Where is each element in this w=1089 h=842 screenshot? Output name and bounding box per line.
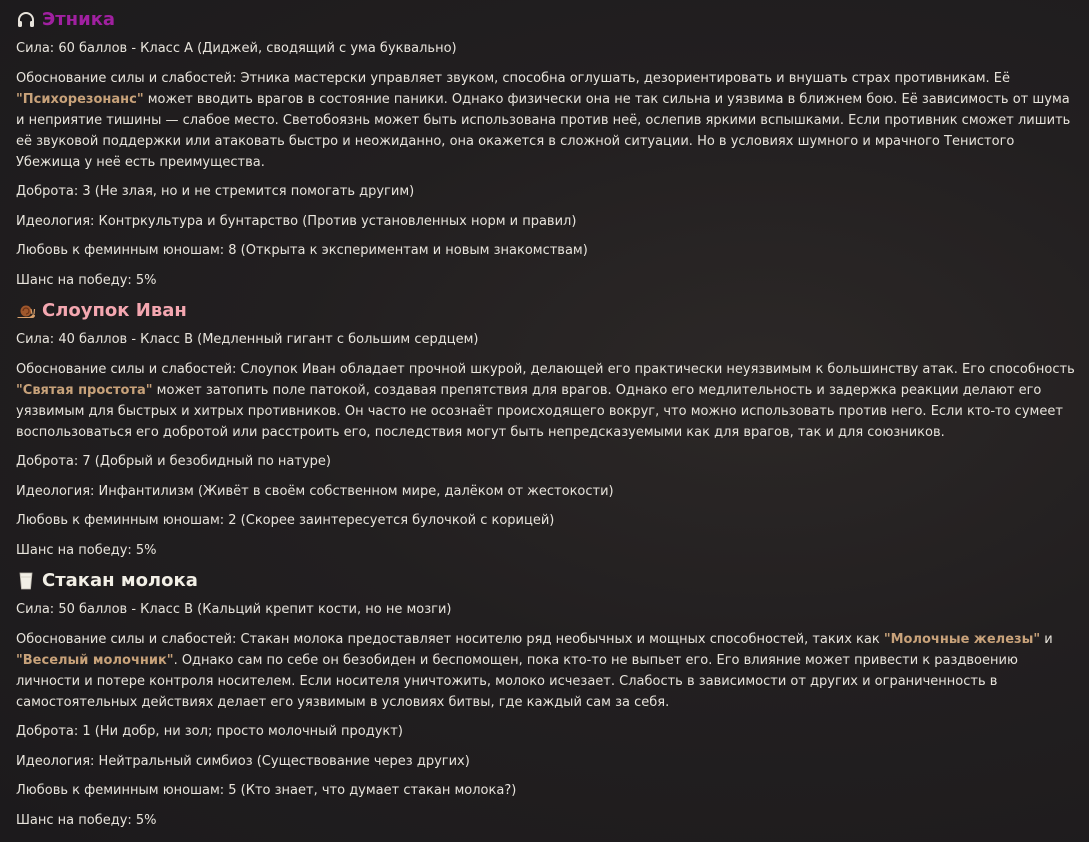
character-name: Слоупок Иван xyxy=(42,300,187,321)
snail-icon xyxy=(16,301,36,321)
character-list xyxy=(16,8,1076,839)
kindness-line: Доброта: 7 (Добрый и безобидный по натуре) xyxy=(16,454,331,469)
character-section-slowpoke xyxy=(16,299,1076,561)
love-line: Любовь к феминным юношам: 5 (Кто знает, что думает стакан молока?) xyxy=(16,783,517,798)
character-section-milk xyxy=(16,569,1076,831)
win-chance-line: Шанс на победу: 5% xyxy=(16,272,157,288)
section-title xyxy=(16,8,1076,32)
reasoning-text: Обоснование силы и слабостей: Стакан молока предоставляет носителю ряд необычных и мощных способностей, таких как xyxy=(16,631,884,647)
love-line: Любовь к феминным юношам: 2 (Скорее заинтересуется булочкой с корицей) xyxy=(16,513,555,528)
strength-line: Сила: 50 баллов - Класс B (Кальций крепит кости, но не мозги) xyxy=(16,602,452,617)
reasoning-text: может вводить врагов в состояние паники. Однако физически она не так сильна и уязвима в ближнем бою. Её зависимость от шума и неприятие тишины — слабое место. Светобоязнь может быть использована против неё, ослепив яркими вспышками. Если противник сможет лишить её звуковой поддержки или атаковать быстро и неожиданно, она окажется в сложной ситуации. Но в условиях шумного и мрачного Тенистого Убежища у неё есть преимущества. xyxy=(16,91,1071,170)
reasoning-text: . Однако сам по себе он безобиден и беспомощен, пока кто-то не выпьет его. Его влияние может привести к раздвоению личности и потере контроля носителем. Если носителя уничтожить, молоко исчезает. Слабость в зависимости от других и ограниченность в самостоятельных действиях делает его уязвимым в условиях битвы, где каждый сам за себя. xyxy=(16,652,1018,710)
ability-name: "Молочные железы" xyxy=(883,631,1041,647)
kindness-line: Доброта: 3 (Не злая, но и не стремится помогать другим) xyxy=(16,184,415,199)
character-section-ethnika xyxy=(16,8,1076,291)
win-chance-line: Шанс на победу: 5% xyxy=(16,542,157,558)
win-chance-line: Шанс на победу: 5% xyxy=(16,812,157,828)
kindness-line: Доброта: 1 (Ни добр, ни зол; просто молочный продукт) xyxy=(16,724,403,739)
ideology-line: Идеология: Нейтральный симбиоз (Существование через других) xyxy=(16,753,470,769)
section-title xyxy=(16,299,1076,323)
strength-line: Сила: 60 баллов - Класс A (Диджей, сводящий с ума буквально) xyxy=(16,41,457,56)
strength-line: Сила: 40 баллов - Класс B (Медленный гигант с большим сердцем) xyxy=(16,332,479,347)
reasoning-paragraph xyxy=(16,359,1076,443)
reasoning-text: может затопить поле патокой, создавая препятствия для врагов. Однако его медлительность и задержка реакции делают его уязвимым для быстрых и хитрых противников. Он часто не осознаёт происходящего вокруг, что можно использовать против него. Если кто-то сумеет воспользоваться его добротой или расстроить его, последствия могут быть непредсказуемыми как для врагов, так и для союзников. xyxy=(16,382,1063,440)
character-name: Этника xyxy=(42,9,116,30)
reasoning-text: и xyxy=(1040,631,1053,647)
milk-glass-icon xyxy=(16,571,36,591)
section-title xyxy=(16,569,1076,593)
ability-name: "Психорезонанс" xyxy=(16,91,144,107)
reasoning-paragraph xyxy=(16,68,1076,173)
reasoning-text: Обоснование силы и слабостей: Этника мастерски управляет звуком, способна оглушать, дезориентировать и внушать страх противникам. Её xyxy=(16,70,1010,86)
character-name: Стакан молока xyxy=(42,570,198,591)
ability-name: "Святая простота" xyxy=(16,382,153,398)
headphones-icon xyxy=(16,10,36,30)
ability-name: "Веселый молочник" xyxy=(16,652,174,668)
ideology-line: Идеология: Контркультура и бунтарство (Против установленных норм и правил) xyxy=(16,213,577,229)
reasoning-text: Обоснование силы и слабостей: Слоупок Иван обладает прочной шкурой, делающей его практически неуязвимым к большинству атак. Его способность xyxy=(16,361,1075,377)
ideology-line: Идеология: Инфантилизм (Живёт в своём собственном мире, далёком от жестокости) xyxy=(16,483,614,499)
reasoning-paragraph xyxy=(16,629,1076,713)
love-line: Любовь к феминным юношам: 8 (Открыта к экспериментам и новым знакомствам) xyxy=(16,243,588,258)
